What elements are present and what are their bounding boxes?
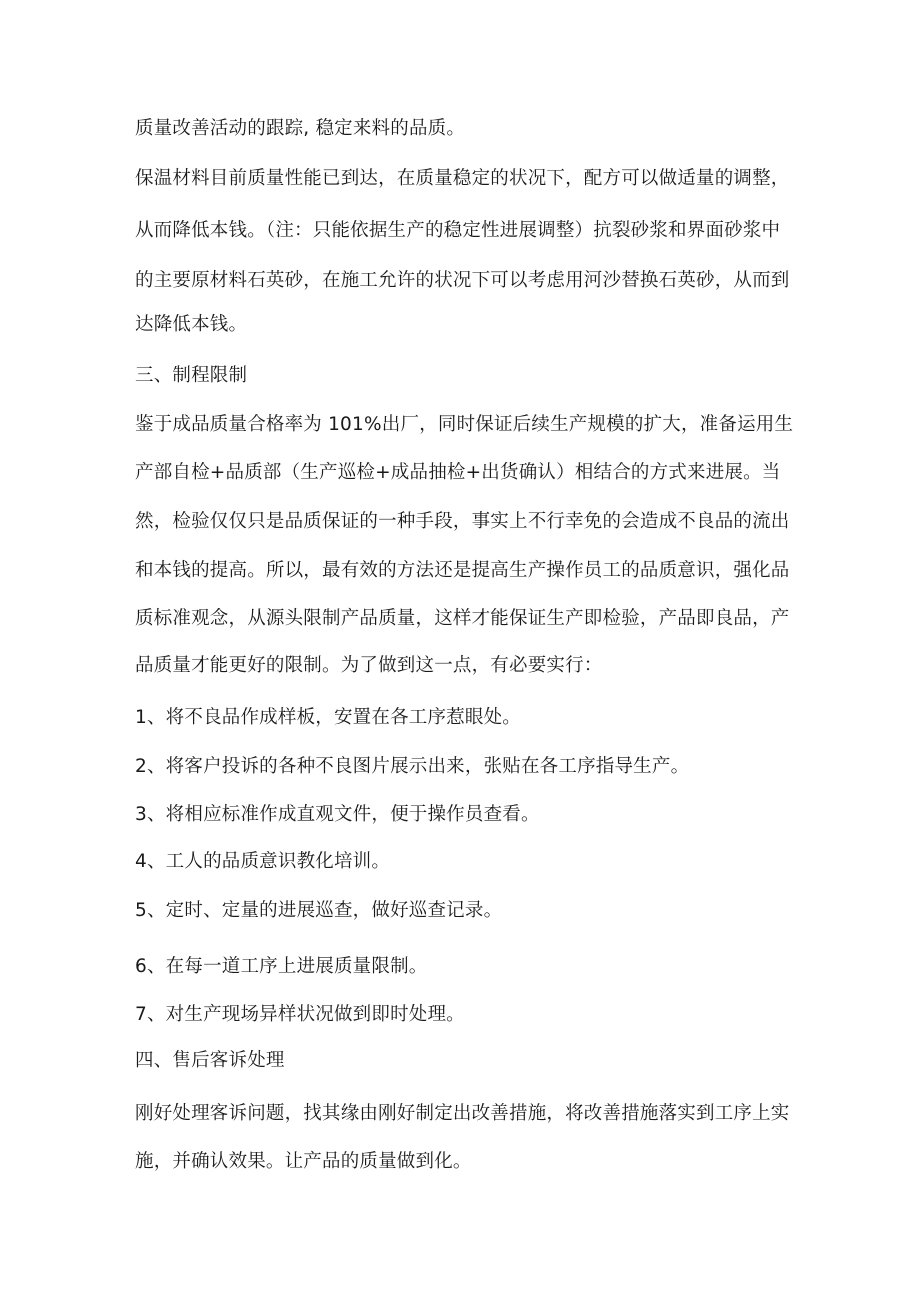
- list-item: 3、将相应标准作成直观文件，便于操作员查看。: [135, 804, 540, 825]
- text-line: 质标准观念，从源头限制产品质量，这样才能保证生产即检验，产品即良品，产: [135, 608, 790, 629]
- list-item: 4、工人的品质意识教化培训。: [135, 851, 391, 872]
- list-item: 6、在每一道工序上进展质量限制。: [135, 956, 428, 977]
- text-line: 保温材料目前质量性能已到达，在质量稳定的状况下，配方可以做适量的调整，: [135, 168, 790, 189]
- section-heading: 四、售后客诉处理: [135, 1050, 285, 1071]
- text-line: 施，并确认效果。让产品的质量做到化。: [135, 1151, 472, 1172]
- text-line: 从而降低本钱。（注：只能依据生产的稳定性进展调整）抗裂砂浆和界面砂浆中: [135, 220, 781, 241]
- text-line: 品质量才能更好的限制。为了做到这一点，有必要实行：: [135, 655, 603, 676]
- section-heading: 三、制程限制: [135, 365, 248, 386]
- text-line: 达降低本钱。: [135, 314, 248, 335]
- text-line: 和本钱的提高。所以，最有效的方法还是提高生产操作员工的品质意识，强化品: [135, 560, 790, 581]
- list-item: 5、定时、定量的进展巡查，做好巡查记录。: [135, 900, 503, 921]
- text-line: 然，检验仅仅只是品质保证的一种手段，事实上不行幸免的会造成不良品的流出: [135, 511, 790, 532]
- text-line: 鉴于成品质量合格率为 101%出厂，同时保证后续生产规模的扩大，准备运用生: [135, 414, 794, 435]
- list-item: 2、将客户投诉的各种不良图片展示出来，张贴在各工序指导生产。: [135, 756, 690, 777]
- text-line: 刚好处理客诉问题，找其缘由刚好制定出改善措施，将改善措施落实到工序上实: [135, 1103, 790, 1124]
- text-line: 质量改善活动的跟踪, 稳定来料的品质。: [135, 118, 466, 139]
- list-item: 7、对生产现场异样状况做到即时处理。: [135, 1004, 465, 1025]
- list-item: 1、将不良品作成样板，安置在各工序惹眼处。: [135, 707, 521, 728]
- text-line: 的主要原材料石英砂，在施工允许的状况下可以考虑用河沙替换石英砂，从而到: [135, 270, 790, 291]
- text-line: 产部自检+品质部（生产巡检+成品抽检+出货确认）相结合的方式来进展。当: [135, 462, 781, 483]
